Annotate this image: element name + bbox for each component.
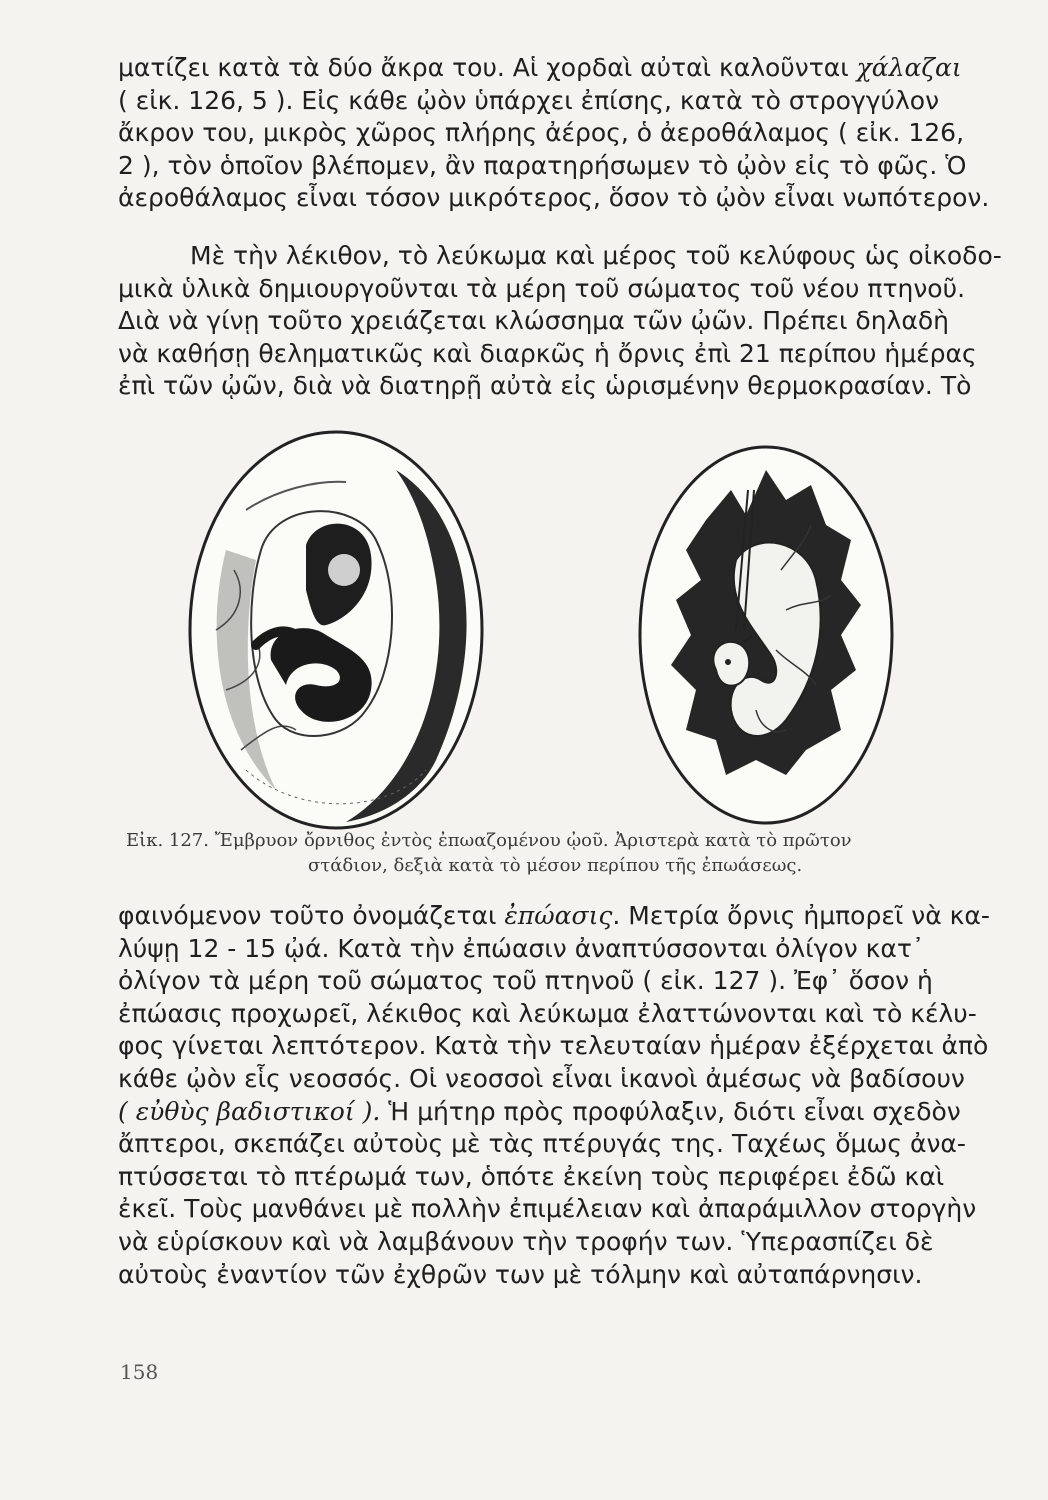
text-line: ( εἰκ. 126, 5 ). Εἰς κάθε ᾠὸν ὑπάρχει ἐπίσης, κατὰ τὸ στρογγύλον bbox=[118, 85, 940, 115]
text-line: 2 ), τὸν ὁποῖον βλέπομεν, ἂν παρατηρήσωμεν τὸ ᾠὸν εἰς τὸ φῶς. Ὁ bbox=[118, 150, 967, 180]
paragraph-second bbox=[118, 240, 1002, 403]
egg-middle-stage-illustration bbox=[640, 447, 892, 823]
italic-term: ἐπώασις bbox=[504, 901, 613, 930]
caption-line: Εἰκ. 127. Ἔμβρυον ὄρνιθος ἐντὸς ἐπωαζομένου ᾠοῦ. Ἀριστερὰ κατὰ τὸ πρῶτον bbox=[126, 830, 852, 851]
text-line: ἄκρον του, μικρὸς χῶρος πλήρης ἀέρος, ὁ ἀεροθάλαμος ( εἰκ. 126, bbox=[118, 118, 965, 148]
text-line: ἐπώασις προχωρεῖ, λέκιθος καὶ λεύκωμα ἐλαττώνονται καὶ τὸ κέλυ- bbox=[118, 998, 977, 1028]
paragraph-top bbox=[118, 52, 990, 215]
text-line: ἀεροθάλαμος εἶναι τόσον μικρότερος, ὅσον τὸ ᾠὸν εἶναι νωπότερον. bbox=[118, 183, 990, 213]
text-line: φος γίνεται λεπτότερον. Κατὰ τὴν τελευταίαν ἡμέραν ἐξέρχεται ἀπὸ bbox=[118, 1031, 989, 1061]
text-line: ἐκεῖ. Τοὺς μανθάνει μὲ πολλὴν ἐπιμέλειαν καὶ ἀπαράμιλλον στοργὴν bbox=[118, 1194, 977, 1224]
text-line: ὀλίγον τὰ μέρη τοῦ σώματος τοῦ πτηνοῦ ( εἰκ. 127 ). Ἐφ᾽ ὅσον ἡ bbox=[118, 966, 933, 996]
text-line: λύψῃ 12 - 15 ᾠά. Κατὰ τὴν ἐπώασιν ἀναπτύσσονται ὀλίγον κατ᾽ bbox=[118, 933, 925, 963]
caption-line: στάδιον, δεξιὰ κατὰ τὸ μέσον περίπου τῆς ἐπωάσεως. bbox=[308, 855, 803, 876]
page-number: 158 bbox=[120, 1360, 159, 1384]
text-line: νὰ εὑρίσκουν καὶ νὰ λαμβάνουν τὴν τροφήν των. Ὑπερασπίζει δὲ bbox=[118, 1226, 934, 1256]
text-line: ( εὐθὺς βαδιστικοί ). Ἡ μήτηρ πρὸς προφύλαξιν, διότι εἶναι σχεδὸν bbox=[118, 1096, 961, 1126]
egg-early-stage-illustration bbox=[190, 432, 482, 828]
text-line: Μὲ τὴν λέκιθον, τὸ λεύκωμα καὶ μέρος τοῦ κελύφους ὡς οἰκοδο- bbox=[190, 241, 1002, 270]
text-line: αὐτοὺς ἐναντίον τῶν ἐχθρῶν των μὲ τόλμην καὶ αὐταπάρνησιν. bbox=[118, 1259, 923, 1289]
text-line: ἄπτεροι, σκεπάζει αὐτοὺς μὲ τὰς πτέρυγάς της. Ταχέως ὅμως ἀνα- bbox=[118, 1129, 966, 1159]
text-line: πτύσσεται τὸ πτέρωμά των, ὁπότε ἐκείνη τοὺς περιφέρει ἐδῶ καὶ bbox=[118, 1161, 945, 1191]
italic-term: χάλαζαι bbox=[856, 53, 962, 82]
paragraph-bottom bbox=[118, 900, 990, 1291]
figure-caption bbox=[118, 828, 988, 878]
text-line: ματίζει κατὰ τὰ δύο ἄκρα του. Αἱ χορδαὶ αὐταὶ καλοῦνται χάλαζαι bbox=[118, 53, 962, 82]
figure-127-embryo-illustrations bbox=[186, 430, 966, 840]
text-line: κάθε ᾠὸν εἷς νεοσσός. Οἱ νεοσσοὶ εἶναι ἱκανοὶ ἀμέσως νὰ βαδίσουν bbox=[118, 1063, 965, 1093]
text-line: ἐπὶ τῶν ᾠῶν, διὰ νὰ διατηρῇ αὐτὰ εἰς ὡρισμένην θερμοκρασίαν. Τὸ bbox=[118, 371, 972, 401]
text-line: μικὰ ὑλικὰ δημιουργοῦνται τὰ μέρη τοῦ σώματος τοῦ νέου πτηνοῦ. bbox=[118, 273, 966, 303]
italic-term: ( εὐθὺς βαδιστικοί ). bbox=[118, 1096, 381, 1126]
text-line: Διὰ νὰ γίνῃ τοῦτο χρειάζεται κλώσσημα τῶν ᾠῶν. Πρέπει δηλαδὴ bbox=[118, 306, 949, 336]
text-line: νὰ καθήσῃ θεληματικῶς καὶ διαρκῶς ἡ ὄρνις ἐπὶ 21 περίπου ἡμέρας bbox=[118, 338, 977, 368]
text-line: φαινόμενον τοῦτο ὀνομάζεται ἐπώασις. Μετρία ὄρνις ἠμπορεῖ νὰ κα- bbox=[118, 901, 990, 930]
